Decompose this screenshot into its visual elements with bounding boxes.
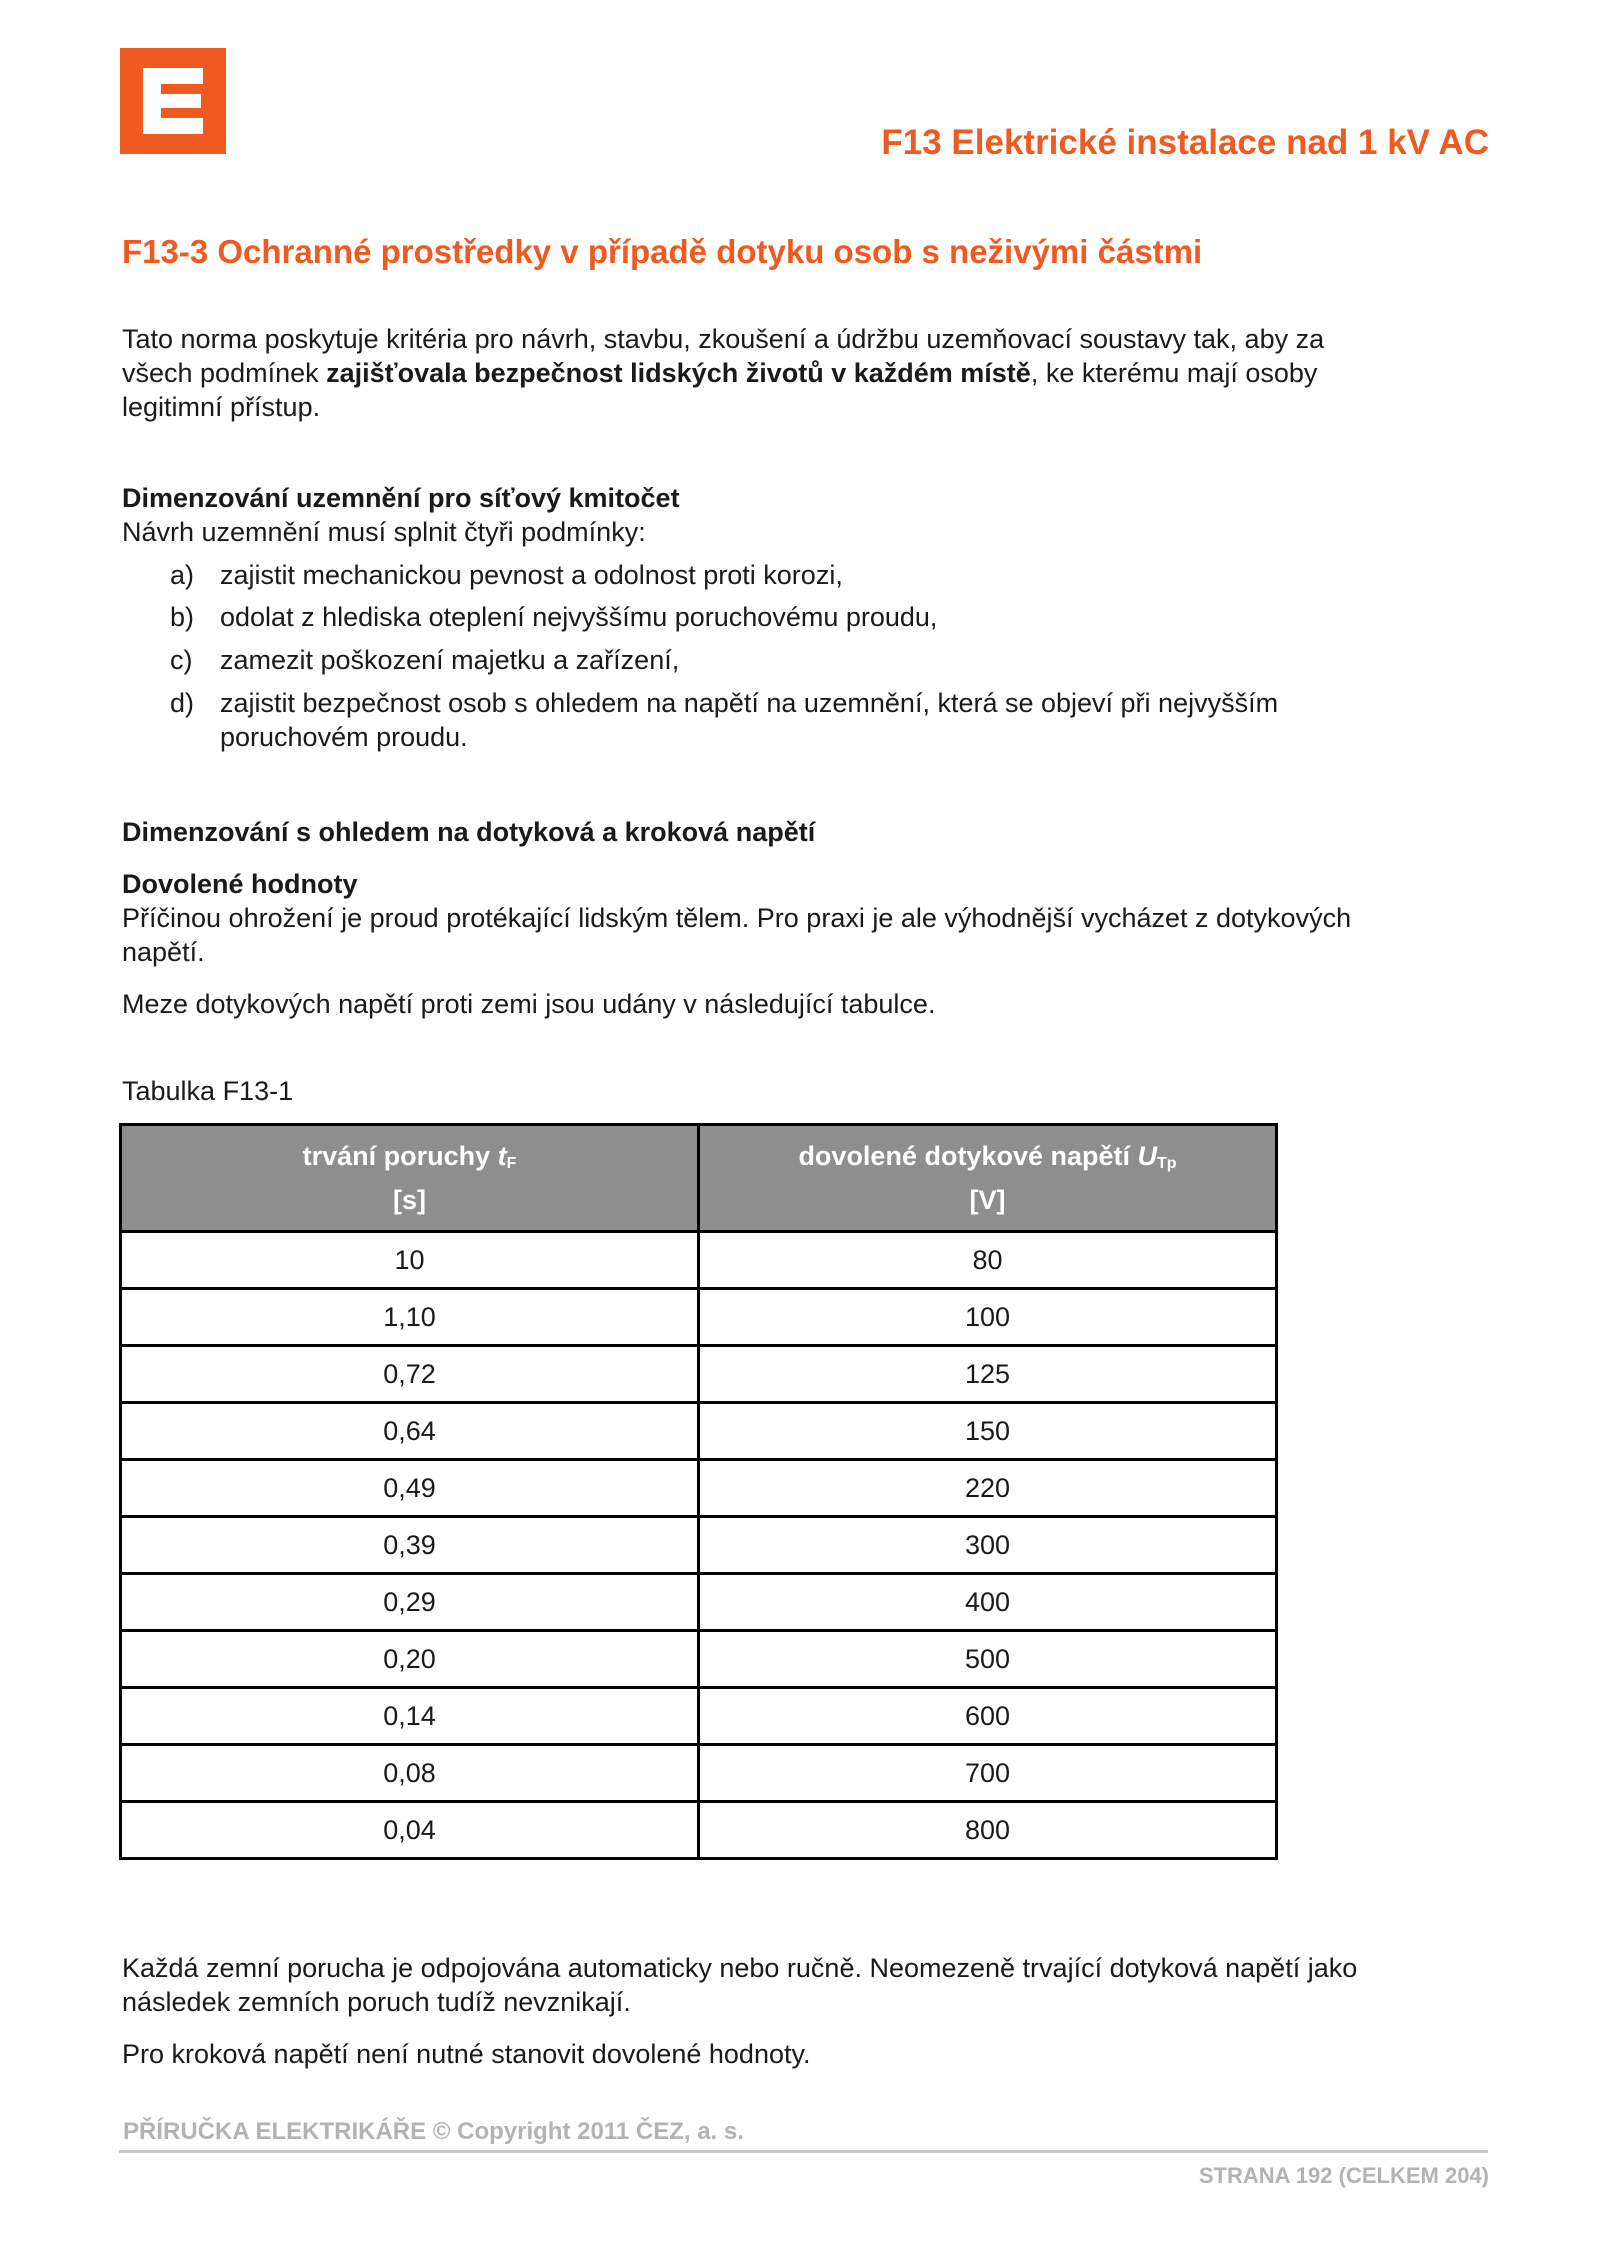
table-row (121, 1403, 1277, 1460)
table-row (121, 1745, 1277, 1802)
table-cell: 400 (699, 1574, 1277, 1631)
intro-line-2-post: , ke kterému mají osoby (1030, 358, 1318, 388)
footer-divider (119, 2150, 1488, 2153)
touch-heading: Dimenzování s ohledem na dotyková a kroková napětí (122, 817, 816, 847)
list-text: zajistit mechanickou pevnost a odolnost proti korozi, (220, 560, 843, 590)
touch-p1-line-2: napětí. (122, 937, 205, 967)
table-cell: 600 (699, 1688, 1277, 1745)
touch-subheading: Dovolené hodnoty (122, 869, 358, 899)
table-cell: 0,14 (121, 1688, 699, 1745)
table-cell: 300 (699, 1517, 1277, 1574)
table-cell: 0,20 (121, 1631, 699, 1688)
table-header-duration: trvání poruchy $t_F$ [s] (121, 1125, 699, 1232)
table-cell: 10 (121, 1232, 699, 1289)
list-marker: d) (170, 688, 195, 718)
table-header-voltage: dovolené dotykové napětí $U_{Tp}$ [V] (699, 1125, 1277, 1232)
closing-p1-line-2: následek zemních poruch tudíž nevznikají. (122, 1987, 631, 2017)
table-cell: 220 (699, 1460, 1277, 1517)
list-marker: b) (170, 602, 195, 632)
table-row (121, 1802, 1277, 1859)
intro-paragraph (122, 322, 1482, 424)
list-marker: a) (170, 560, 195, 590)
touch-voltage-table (119, 1123, 1278, 1860)
touch-paragraph-1 (122, 901, 1482, 969)
intro-line-2-bold: zajišťovala bezpečnost lidských životů v každém místě (326, 358, 1031, 388)
table-cell: 0,08 (121, 1745, 699, 1802)
table-cell: 0,72 (121, 1346, 699, 1403)
table-header-row (121, 1125, 1277, 1232)
table-cell: 500 (699, 1631, 1277, 1688)
table-cell: 0,39 (121, 1517, 699, 1574)
table-cell: 700 (699, 1745, 1277, 1802)
footer-page-number: STRANA 192 (CELKEM 204) (1198, 2163, 1489, 2188)
closing-p1-line-1: Každá zemní porucha je odpojována automaticky nebo ručně. Neomezeně trvající dotyková napětí jako (122, 1953, 1358, 1983)
table-cell: 150 (699, 1403, 1277, 1460)
table-cell: 0,29 (121, 1574, 699, 1631)
cez-logo (120, 48, 226, 154)
dimensioning-heading: Dimenzování uzemnění pro síťový kmitočet (122, 483, 680, 513)
table-row (121, 1517, 1277, 1574)
table-cell: 1,10 (121, 1289, 699, 1346)
intro-line-3: legitimní přístup. (122, 392, 321, 422)
table-row (121, 1346, 1277, 1403)
closing-paragraph-1 (122, 1951, 1482, 2019)
list-text: odolat z hlediska oteplení nejvyššímu poruchovému proudu, (220, 602, 938, 632)
table-cell: 0,49 (121, 1460, 699, 1517)
list-text-line-1: zajistit bezpečnost osob s ohledem na napětí na uzemnění, která se objeví při nejvyšším (220, 688, 1279, 718)
dimensioning-lead: Návrh uzemnění musí splnit čtyři podmínky: (122, 517, 646, 547)
footer-copyright: PŘÍRUČKA ELEKTRIKÁŘE © Copyright 2011 ČEZ, a. s. (123, 2118, 744, 2145)
list-text (220, 686, 1400, 754)
table-row (121, 1631, 1277, 1688)
table-cell: 80 (699, 1232, 1277, 1289)
touch-p1-line-1: Příčinou ohrožení je proud protékající lidským tělem. Pro praxi je ale výhodnější vycházet z dotykových (122, 903, 1352, 933)
closing-paragraph-2: Pro kroková napětí není nutné stanovit dovolené hodnoty. (122, 2039, 811, 2069)
list-text-line-2: poruchovém proudu. (220, 722, 468, 752)
table-cell: 100 (699, 1289, 1277, 1346)
table-cell: 125 (699, 1346, 1277, 1403)
table-row (121, 1232, 1277, 1289)
intro-line-2-pre: všech podmínek (122, 358, 327, 388)
table-cell: 0,04 (121, 1802, 699, 1859)
chapter-title: F13 Elektrické instalace nad 1 kV AC (881, 123, 1489, 162)
table-cell: 800 (699, 1802, 1277, 1859)
table-caption: Tabulka F13-1 (122, 1076, 294, 1106)
table-row (121, 1460, 1277, 1517)
section-title: F13-3 Ochranné prostředky v případě dotyku osob s neživými částmi (122, 233, 1203, 270)
table-row (121, 1289, 1277, 1346)
table-cell: 0,64 (121, 1403, 699, 1460)
touch-paragraph-2: Meze dotykových napětí proti zemi jsou udány v následující tabulce. (122, 989, 936, 1019)
list-text: zamezit poškození majetku a zařízení, (220, 645, 680, 675)
list-marker: c) (170, 645, 193, 675)
table-row (121, 1688, 1277, 1745)
intro-line-1: Tato norma poskytuje kritéria pro návrh, stavbu, zkoušení a údržbu uzemňovací soustavy tak, aby za (122, 324, 1325, 354)
table-row (121, 1574, 1277, 1631)
